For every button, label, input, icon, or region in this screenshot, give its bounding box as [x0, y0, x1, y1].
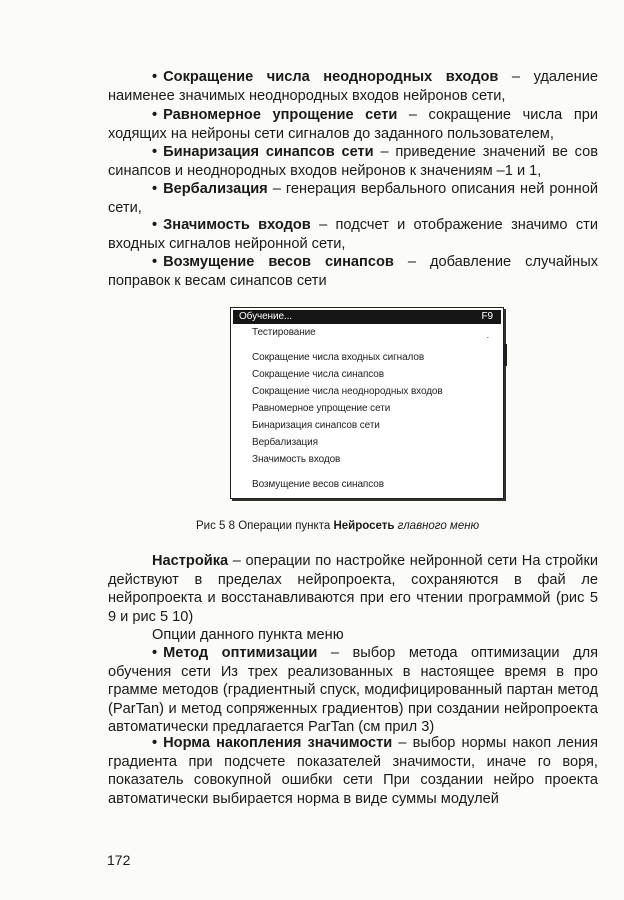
bullet-marker: •	[152, 181, 158, 197]
bullet-item-uniform-simplification	[108, 106, 598, 143]
menu-item-reduce-synapses[interactable]: Сокращение числа синапсов	[252, 369, 384, 380]
bullet-item-verbalization	[108, 180, 598, 217]
bullet-marker: •	[152, 254, 158, 270]
menu-item-weight-perturbation[interactable]: Возмущение весов синапсов	[252, 479, 384, 490]
menu-item-testing[interactable]: Тестирование	[252, 327, 316, 338]
options-line	[108, 626, 598, 645]
bullet-marker: •	[152, 69, 158, 85]
bullet-marker: •	[152, 735, 158, 751]
bullet-marker: •	[152, 645, 158, 661]
page-number: 172	[107, 852, 131, 868]
caption-prefix: Рис 5 8 Операции пункта	[196, 520, 334, 532]
menu-dot: .	[486, 330, 489, 340]
menu-edge-mark	[504, 344, 507, 366]
bullet-marker: •	[152, 107, 158, 123]
options-line-text: Опции данного пункта меню	[152, 627, 344, 643]
bullet-text: – приведение значений ве сов синапсов и неоднородных входов нейронов к значениям –1 и 1,	[108, 144, 598, 179]
settings-text: – операции по настройке нейронной сети На стройки действуют в пределах нейропроекта, сохраняются в фай ле нейропроекта и восстанавливаются при его чтении программой (рис 5 9 и рис 5 10)	[108, 553, 598, 625]
menu-item-label: Обучение...	[239, 311, 292, 322]
bullet-text: – выбор нормы накоп ления градиента при подсчете показателей значимости, иначе го воря, показатель совокупной ошибки сети При создании нейро проекта автоматически выбирается норма в виде суммы модулей	[108, 735, 598, 807]
bullet-item-binarization	[108, 143, 598, 180]
bullet-term: Метод оптимизации	[163, 645, 318, 661]
bullet-term: Сокращение числа неоднородных входов	[163, 69, 499, 85]
bullet-marker: •	[152, 217, 158, 233]
bullet-term: Норма накопления значимости	[163, 735, 393, 751]
menu-item-reduce-nonhomogeneous-inputs[interactable]: Сокращение числа неоднородных входов	[252, 386, 443, 397]
bullet-text: – сокращение числа при ходящих на нейроны сети сигналов до заданного пользователем,	[108, 107, 599, 142]
bullet-text: – удаление наименее значимых неоднородных входов нейронов сети,	[108, 69, 598, 104]
figure-caption	[196, 519, 516, 533]
bullet-text: – генерация вербального описания ней ронной сети,	[108, 181, 598, 216]
bullet-term: Вербализация	[163, 181, 268, 197]
bullet-item-input-reduction	[108, 68, 598, 105]
settings-paragraph	[108, 552, 598, 626]
menu-item-uniform-simplification[interactable]: Равномерное упрощение сети	[252, 403, 391, 414]
menu-item-input-significance[interactable]: Значимость входов	[252, 454, 341, 465]
caption-suffix: главного меню	[394, 520, 480, 532]
bullet-term: Значимость входов	[163, 217, 311, 233]
bullet-term: Бинаризация синапсов сети	[163, 144, 374, 160]
bullet-text: – подсчет и отображение значимо сти входных сигналов нейронной сети,	[108, 217, 598, 252]
bullet-term: Равномерное упрощение сети	[163, 107, 398, 123]
menu-item-binarization[interactable]: Бинаризация синапсов сети	[252, 420, 380, 431]
bullet-item-weight-perturbation	[108, 253, 598, 290]
neuronet-menu-screenshot	[230, 307, 504, 499]
bullet-text: – выбор метода оптимизации для обучения сети Из трех реализованных в настоящее время в про грамме методов (градиентный спуск, модифицированный партан метод (ParTan) и метод сопряженных градиентов) при создании нейропроекта автоматически предлагается ParTan (см прил 3)	[108, 645, 598, 736]
bullet-marker: •	[152, 144, 158, 160]
menu-item-verbalization[interactable]: Вербализация	[252, 437, 318, 448]
caption-bold: Нейросеть	[333, 520, 395, 532]
bullet-item-significance-norm	[108, 734, 598, 808]
menu-item-reduce-inputs[interactable]: Сокращение числа входных сигналов	[252, 352, 425, 363]
bullet-item-optimization-method	[108, 644, 598, 737]
bullet-text: – добавление случайных поправок к весам синапсов сети	[108, 254, 598, 289]
bullet-item-input-significance	[108, 216, 598, 253]
bullet-term: Возмущение весов синапсов	[163, 254, 394, 270]
settings-term: Настройка	[152, 553, 229, 569]
menu-shortcut: F9	[481, 311, 493, 322]
menu-item-training-highlighted[interactable]	[233, 310, 501, 324]
